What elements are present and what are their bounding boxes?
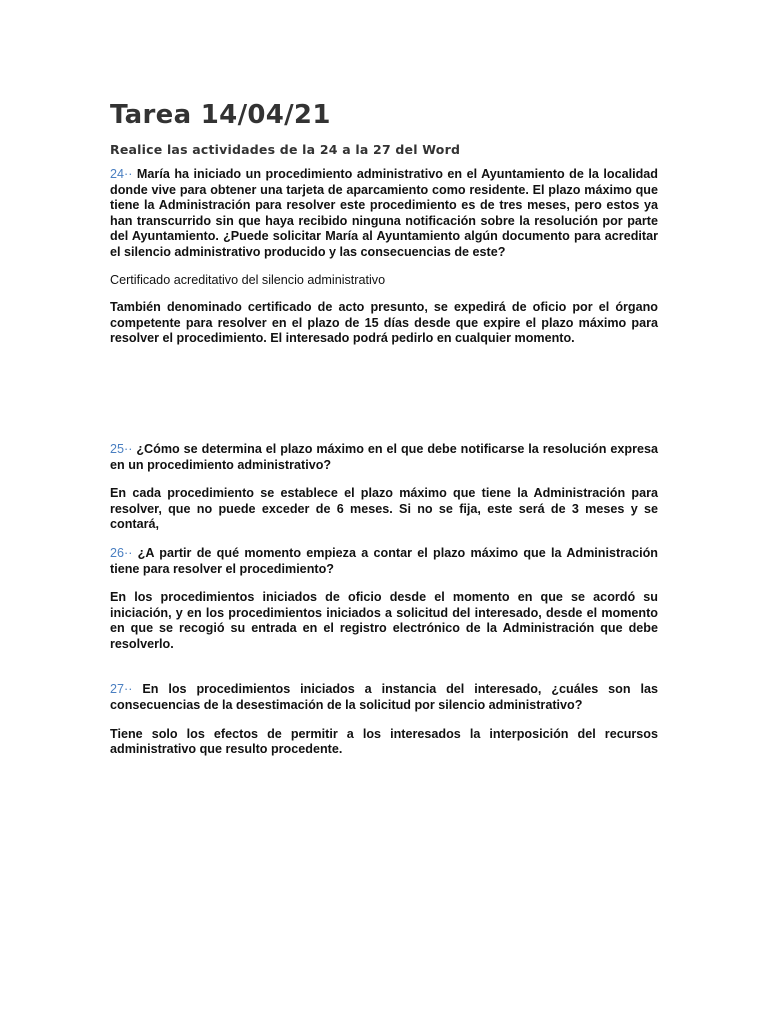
answer-26: En los procedimientos iniciados de oficio desde el momento en que se acordó su iniciación, y en los procedimientos iniciados a solicitud del interesado, desde el momento en que se recogió su entrada en el registro electrónico de la Administración que debe resolverlo. <box>110 590 658 651</box>
question-text-25: ¿Cómo se determina el plazo máximo en el que debe notificarse la resolución expresa en un procedimiento administrativo? <box>110 441 658 472</box>
document-title: Tarea 14/04/21 <box>110 100 331 130</box>
question-text-24: María ha iniciado un procedimiento administrativo en el Ayuntamiento de la localidad donde vive para obtener una tarjeta de aparcamiento como residente. El plazo máximo que tiene la Administración para resolver este procedimiento es de tres meses, pero estos ya han transcurrido sin que haya recibido ninguna notificación sobre la resolución por parte del Ayuntamiento. ¿Puede solicitar María al Ayuntamiento algún documento para acreditar el silencio administrativo producido y las consecuencias de este? <box>110 167 658 259</box>
document-page <box>110 100 658 758</box>
answer-25: En cada procedimiento se establece el plazo máximo que tiene la Administración para resolver, que no puede exceder de 6 meses. Si no se fija, este será de 3 meses y se contará, <box>110 486 658 532</box>
question-number-27: 27·· <box>110 682 133 697</box>
question-26 <box>110 546 658 577</box>
question-25 <box>110 442 658 473</box>
question-number-25: 25·· <box>110 441 133 456</box>
question-text-27: En los procedimientos iniciados a instancia del interesado, ¿cuáles son las consecuencias de la desestimación de la solicitud por silencio administrativo? <box>110 682 658 713</box>
document-subtitle: Realice las actividades de la 24 a la 27 del Word <box>110 142 461 157</box>
question-number-26: 26·· <box>110 545 133 560</box>
answer-27: Tiene solo los efectos de permitir a los interesados la interposición del recursos administrativo que resulto procedente. <box>110 726 658 757</box>
answer-24: También denominado certificado de acto presunto, se expedirá de oficio por el órgano competente para resolver en el plazo de 15 días desde que expire el plazo máximo para resolver el procedimiento. El interesado podrá pedirlo en cualquier momento. <box>110 300 658 346</box>
answer-heading-24: Certificado acreditativo del silencio administrativo <box>110 272 386 287</box>
question-24 <box>110 167 658 261</box>
question-27 <box>110 682 658 713</box>
question-number-24: 24·· <box>110 167 133 181</box>
question-text-26: ¿A partir de qué momento empieza a contar el plazo máximo que la Administración tiene para resolver el procedimiento? <box>110 545 658 576</box>
